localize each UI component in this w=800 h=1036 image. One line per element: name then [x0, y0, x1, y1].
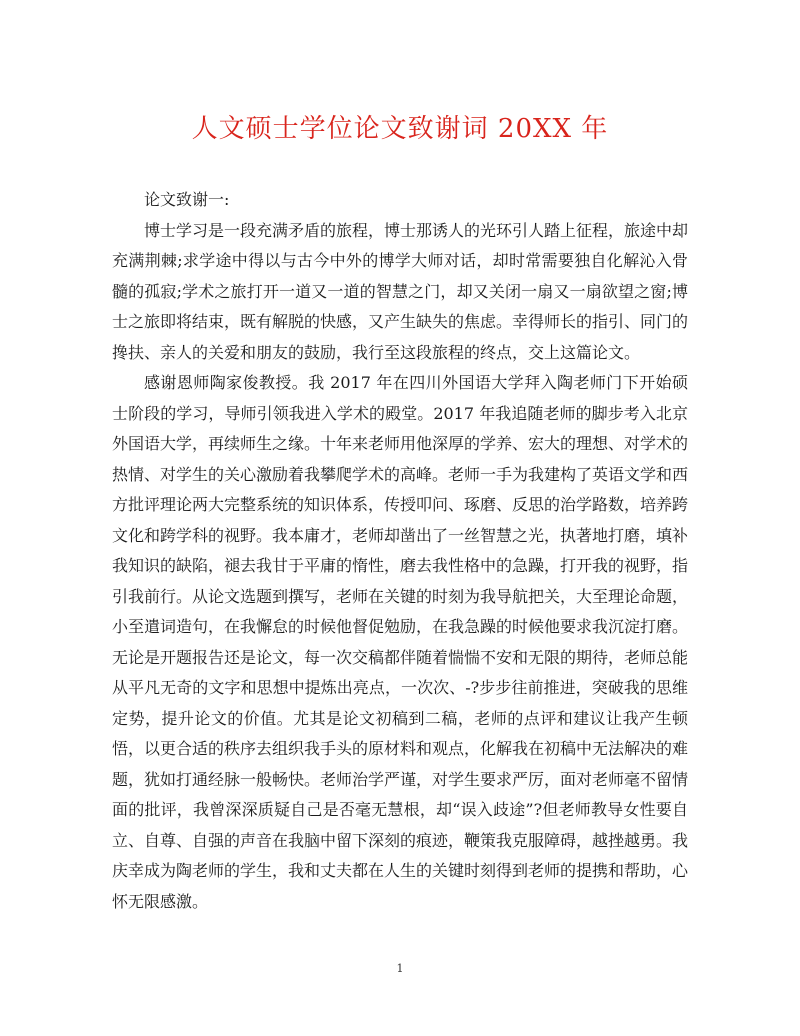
document-title: 人文硕士学位论文致谢词 20XX 年: [191, 114, 609, 144]
document-body: [112, 185, 688, 917]
section-subheading: 论文致谢一:: [144, 190, 230, 209]
page-number: 1: [396, 962, 404, 975]
paragraph-1: 博士学习是一段充满矛盾的旅程，博士那诱人的光环引人踏上征程，旅途中却充满荆棘;求学途中得以与古今中外的博学大师对话，却时常需要独自化解沁入骨髓的孤寂;学术之旅打开一道又一道的智慧之门，却又关闭一扇又一扇欲望之窗;博士之旅即将结束，既有解脱的快感，又产生缺失的焦虑。幸得师长的指引、同门的搀扶、亲人的关爱和朋友的鼓励，我行至这段旅程的终点，交上这篇论文。: [112, 220, 689, 362]
paragraph-2: 感谢恩师陶家俊教授。我 2017 年在四川外国语大学拜入陶老师门下开始硕士阶段的学习，导师引领我进入学术的殿堂。2017 年我追随老师的脚步考入北京外国语大学，再续师生之缘。十年来老师用他深厚的学养、宏大的理想、对学术的热情、对学生的关心激励着我攀爬学术的高峰。老师一手为我建构了英语文学和西方批评理论两大完整系统的知识体系，传授叩问、琢磨、反思的治学路数，培养跨文化和跨学科的视野。我本庸才，老师却凿出了一丝智慧之光，执著地打磨，填补我知识的缺陷，褪去我甘于平庸的惰性，磨去我性格中的急躁，打开我的视野，指引我前行。从论文选题到撰写，老师在关键的时刻为我导航把关，大至理论命题，小至遣词造句，在我懈怠的时候他督促勉励，在我急躁的时候他要求我沉淀打磨。无论是开题报告还是论文，每一次交稿都伴随着惴惴不安和无限的期待，老师总能从平凡无奇的文字和思想中提炼出亮点，一次次、-?步步往前推进，突破我的思维定势，提升论文的价值。尤其是论文初稿到二稿，老师的点评和建议让我产生顿悟，以更合适的秩序去组织我手头的原材料和观点，化解我在初稿中无法解决的难题，犹如打通经脉一般畅快。老师治学严谨，对学生要求严厉，面对老师毫不留情面的批评，我曾深深质疑自己是否毫无慧根，却“误入歧途”?但老师教导女性要自立、自尊、自强的声音在我脑中留下深刻的痕迹，鞭策我克服障碍，越挫越勇。我庆幸成为陶老师的学生，我和丈夫都在人生的关键时刻得到老师的提携和帮助，心怀无限感激。: [112, 373, 689, 911]
